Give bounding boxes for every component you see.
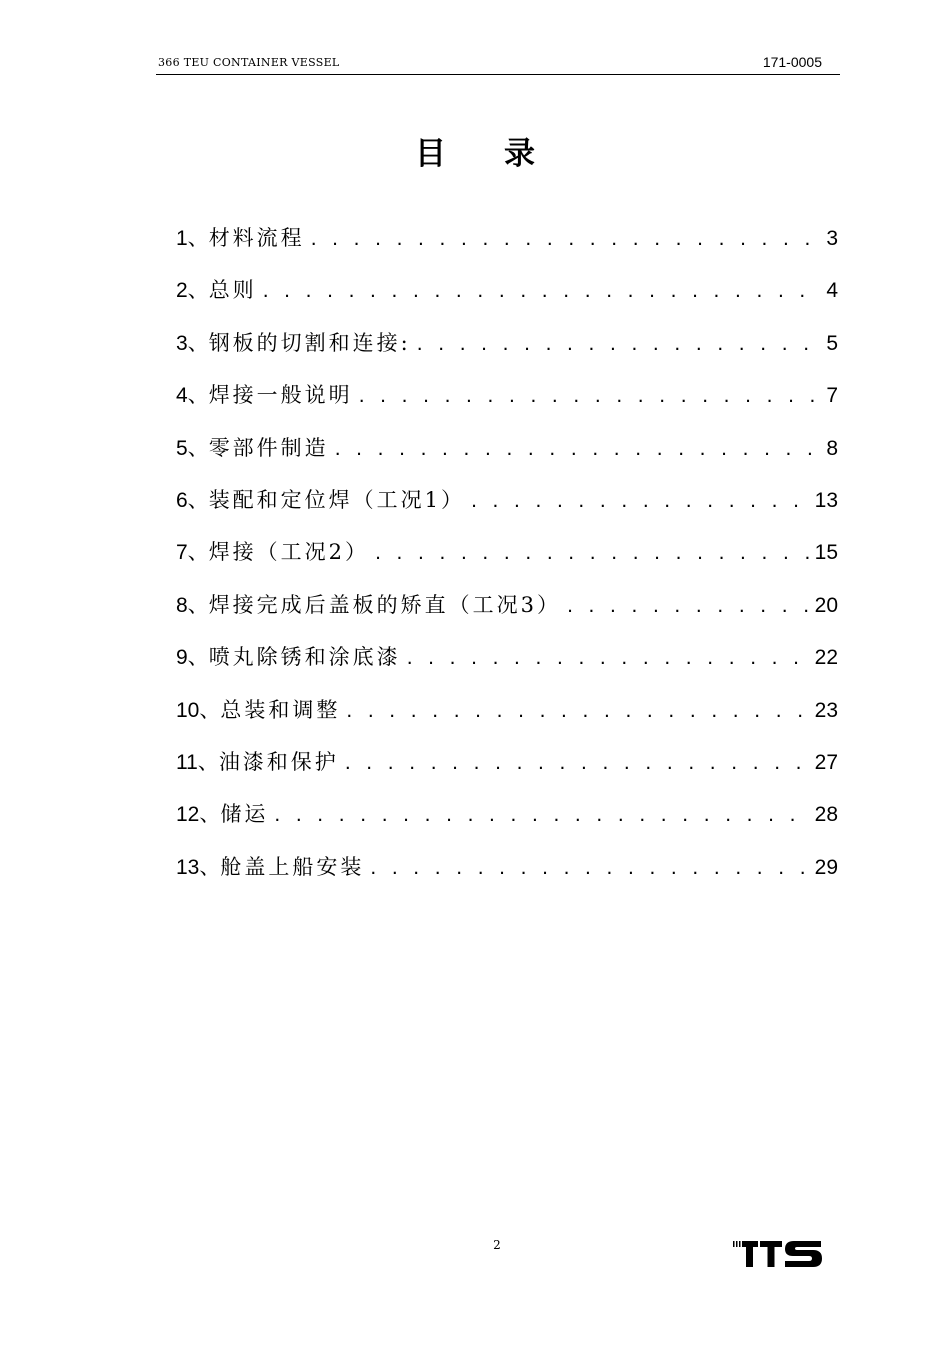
toc-entry[interactable] [176,432,838,484]
toc-entry-number: 1、 [176,227,209,250]
toc-entry[interactable] [176,379,838,431]
header-vessel-title: 366 TEU CONTAINER VESSEL [158,56,340,69]
toc-entry-page: 8 [826,436,838,460]
toc-dot-leader [375,537,811,569]
toc-dot-leader [567,590,811,622]
toc-entry-page: 3 [826,227,838,250]
toc-entry[interactable] [176,484,838,536]
toc-dot-leader [345,747,811,779]
toc-entry-title: 钢板的切割和连接: [208,330,411,355]
toc-entry[interactable] [176,327,838,379]
toc-entry-number: 3、 [176,331,209,355]
toc-dot-leader [370,852,810,884]
toc-entry-title: 焊接（工况2） [208,540,370,565]
header-document-number: 171-0005 [762,54,822,70]
toc-entry[interactable] [176,274,838,326]
toc-entry[interactable] [176,798,838,850]
toc-entry-title: 舱盖上船安装 [220,854,365,879]
toc-entry-page: 28 [814,803,838,827]
toc-dot-leader [417,328,823,360]
toc-entry[interactable] [176,641,838,693]
toc-entry-title: 材料流程 [208,226,305,250]
toc-entry-title: 总则 [208,278,257,303]
toc-entry[interactable] [176,536,838,588]
toc-dot-leader [359,380,823,412]
tts-logo [733,1236,823,1270]
toc-entry-page: 23 [814,698,838,722]
toc-entry-title: 储运 [220,802,269,827]
toc-entry-number: 6、 [176,488,209,512]
toc-entry[interactable] [176,746,838,798]
toc-entry-page: 5 [826,331,838,355]
toc-dot-leader [346,695,810,727]
table-of-contents [176,222,838,903]
toc-dot-leader [407,642,811,674]
toc-entry[interactable] [176,589,838,641]
toc-entry-title: 焊接一般说明 [208,383,353,408]
toc-entry-page: 20 [814,593,838,617]
toc-entry[interactable] [176,694,838,746]
toc-entry-number: 11、 [176,750,219,774]
toc-entry-page: 4 [826,279,838,303]
toc-entry-number: 12、 [176,803,221,827]
toc-dot-leader [471,485,811,517]
toc-entry[interactable] [176,222,838,274]
toc-dot-leader [263,275,823,307]
toc-entry-number: 2、 [176,279,209,303]
toc-entry-title: 油漆和保护 [218,749,339,774]
toc-entry-number: 9、 [176,646,209,670]
toc-entry-title: 焊接完成后盖板的矫直（工况3） [208,592,562,617]
toc-dot-leader [335,433,823,465]
toc-entry-number: 8、 [176,593,209,617]
toc-entry-number: 4、 [176,384,209,408]
toc-entry-page: 27 [814,750,838,774]
page-number: 2 [493,1238,501,1252]
toc-entry-page: 13 [814,488,838,512]
toc-dot-leader [311,223,823,255]
page-title: 目录 [415,136,593,172]
toc-entry-title: 总装和调整 [220,697,341,722]
toc-entry-title: 零部件制造 [208,435,329,460]
toc-entry-page: 22 [814,646,838,670]
page-header [156,50,840,75]
toc-entry-page: 29 [814,855,838,879]
toc-entry-number: 10、 [176,698,221,722]
toc-entry-page: 7 [826,384,838,408]
toc-entry-number: 5、 [176,436,209,460]
toc-entry-page: 15 [814,541,838,565]
toc-entry-title: 喷丸除锈和涂底漆 [208,645,401,670]
toc-entry-number: 7、 [176,541,209,565]
toc-entry[interactable] [176,851,838,903]
toc-dot-leader [274,799,810,831]
toc-entry-title: 装配和定位焊（工况1） [208,487,466,512]
toc-entry-number: 13、 [176,855,221,879]
